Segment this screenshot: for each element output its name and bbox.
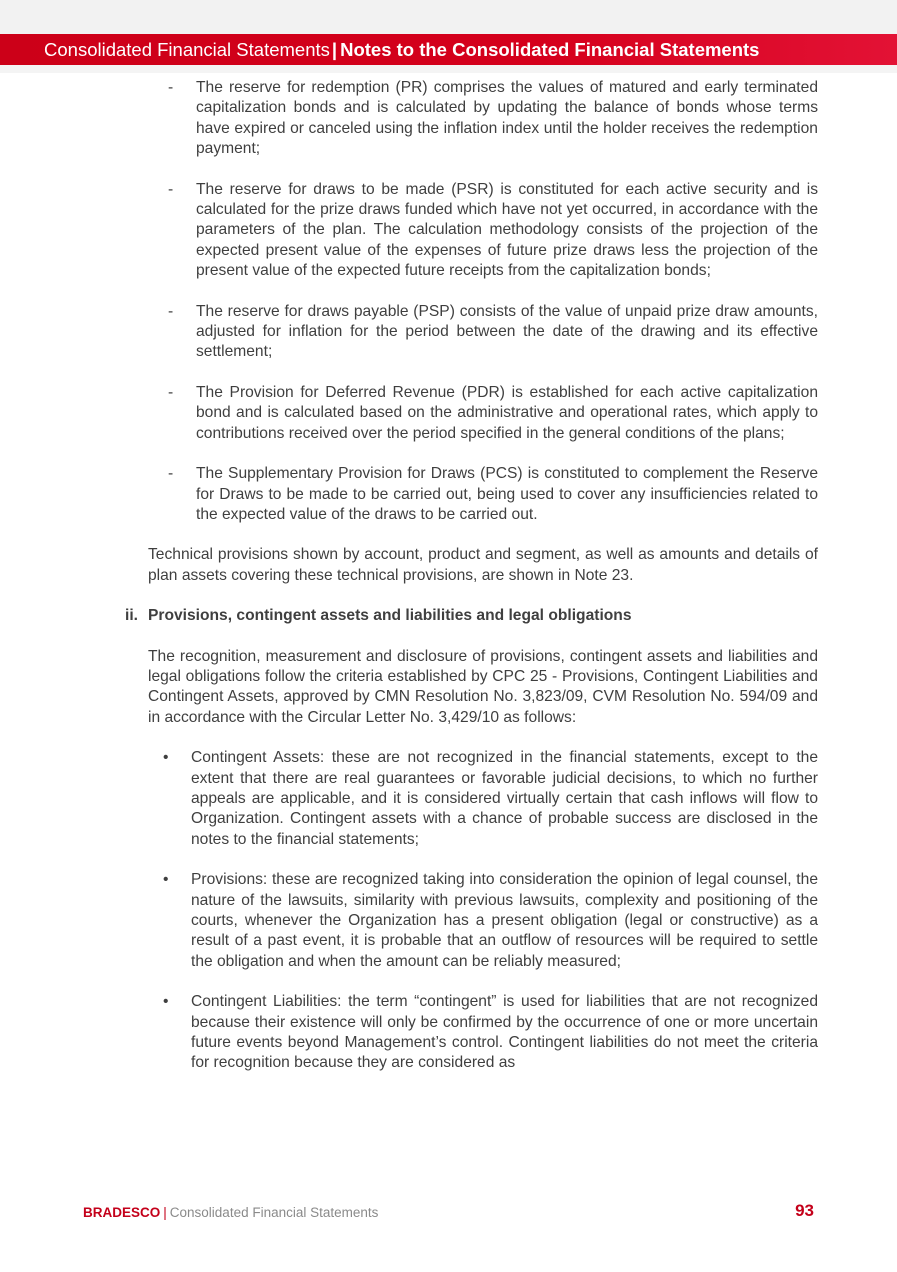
technical-provisions-note: Technical provisions shown by account, product and segment, as well as amounts and details of plan assets covering these technical provisions, are shown in Note 23. bbox=[148, 546, 818, 584]
bullet-text: Contingent Assets: these are not recognized in the financial statements, except to the extent that there are real guarantees or favorable judicial decisions, to which no further appeals are applicable, and it is considered virtually certain that cash inflows will flow to Organization. Contingent assets with a chance of probable success are disclosed in the notes to the financial statements; bbox=[191, 749, 818, 848]
dash-marker: - bbox=[168, 383, 174, 401]
bullet-text: Provisions: these are recognized taking into consideration the opinion of legal counsel, the nature of the lawsuits, similarity with previous lawsuits, complexity and positioning of the courts, whenever the Organization has a present obligation (legal or constructive) as a result of a past event, it is probable that an outflow of resources will be required to settle the obligation and when the amount can be reliably measured; bbox=[191, 871, 818, 970]
reserve-text: The Supplementary Provision for Draws (PCS) is constituted to complement the Reserve for Draws to be made to be carried out, being used to cover any insufficiencies related to the expected value of the draws to be carried out. bbox=[196, 465, 818, 523]
bullet-contingent-assets bbox=[163, 748, 818, 850]
footer-title: Consolidated Financial Statements bbox=[169, 1205, 379, 1220]
footer-separator: | bbox=[163, 1205, 167, 1220]
reserve-item-pr bbox=[168, 78, 818, 160]
header-subsection-title: Notes to the Consolidated Financial Statements bbox=[340, 39, 760, 60]
section-heading bbox=[125, 606, 818, 626]
reserve-text: The reserve for draws to be made (PSR) is constituted for each active security and is calculated for the prize draws funded which have not yet occurred, in accordance with the parameters of the plan. The calculation methodology consists of the projection of the expected present value of the expenses of future prize draws less the projection of the present value of the expected future receipts from the capitalization bonds; bbox=[196, 180, 818, 280]
dash-marker: - bbox=[168, 79, 174, 96]
dash-marker: - bbox=[168, 180, 174, 198]
bullet-provisions bbox=[163, 870, 818, 972]
dash-marker: - bbox=[168, 465, 174, 483]
page-number: 93 bbox=[795, 1201, 814, 1220]
bullet-marker: • bbox=[163, 749, 169, 767]
reserve-text: The reserve for draws payable (PSP) consists of the value of unpaid prize draw amounts, adjusted for inflation for the period between the date of the drawing and its effective settlement; bbox=[196, 302, 818, 361]
reserve-item-psr bbox=[168, 180, 818, 282]
dash-marker: - bbox=[168, 302, 174, 320]
reserve-item-pdr bbox=[168, 383, 818, 444]
page-footer bbox=[83, 1201, 818, 1225]
header-shadow-strip bbox=[0, 65, 897, 73]
bullet-contingent-liabilities bbox=[163, 992, 818, 1074]
bullet-text: Contingent Liabilities: the term “contingent” is used for liabilities that are not recognized because their existence will only be confirmed by the occurrence of one or more uncertain future events beyond Management’s control. Contingent liabilities do not meet the criteria for recognition because they are considered as bbox=[191, 993, 818, 1072]
document-body bbox=[0, 78, 897, 1094]
section-title: Provisions, contingent assets and liabilities and legal obligations bbox=[148, 607, 632, 625]
reserve-text: The reserve for redemption (PR) comprises the values of matured and early terminated capitalization bonds and is calculated by updating the balance of bonds whose terms have expired or canceled using the inflation index until the holder receives the redemption payment; bbox=[196, 79, 818, 158]
reserve-item-pcs bbox=[168, 464, 818, 525]
reserve-item-psp bbox=[168, 302, 818, 363]
section-number: ii. bbox=[125, 607, 138, 625]
header-separator: | bbox=[331, 39, 338, 60]
bullet-marker: • bbox=[163, 993, 169, 1011]
section-intro-paragraph: The recognition, measurement and disclosure of provisions, contingent assets and liabilities and legal obligations follow the criteria established by CPC 25 - Provisions, Contingent Liabilities and Contingent Assets, approved by CMN Resolution No. 3,823/09, CVM Resolution No. 594/09 and in accordance with the Circular Letter No. 3,429/10 as follows: bbox=[148, 647, 818, 726]
top-margin-strip bbox=[0, 0, 897, 34]
footer-brand: BRADESCO bbox=[83, 1205, 161, 1220]
reserve-text: The Provision for Deferred Revenue (PDR) is established for each active capitalization bond and is calculated based on the administrative and operational rates, which apply to contributions received over the period specified in the general conditions of the plans; bbox=[196, 383, 818, 442]
bullet-marker: • bbox=[163, 871, 169, 889]
page-header-bar bbox=[0, 34, 897, 65]
header-section-title: Consolidated Financial Statements bbox=[44, 39, 330, 60]
